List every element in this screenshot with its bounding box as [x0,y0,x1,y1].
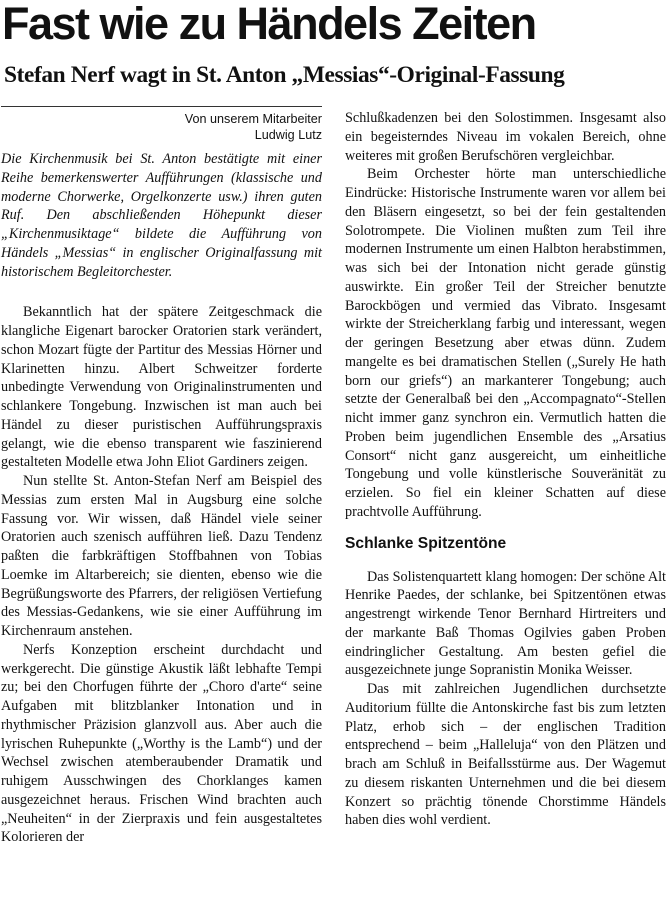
subheadline: Stefan Nerf wagt in St. Anton „Messias“-Original-Fassung [4,62,565,88]
body-paragraph: Das Solistenquartett klang homogen: Der schöne Alt Henrike Paedes, der schlanke, bei Spitzentönen etwas angestrengt wirkende Tenor Bernhard Hirtreiters und der markante Baß Thomas Ogilvies gaben Proben eindringlicher Gestaltung. Am besten gefiel die ausgezeichnete junge Sopranistin Monika Weisser. [345,568,666,679]
column-left [1,106,322,847]
body-paragraph: Bekanntlich hat der spätere Zeitgeschmack die klangliche Eigenart barocker Oratorien stark verändert, schon Mozart fügte der Partitur des Messias Hörner und Klarinetten hinzu. Albert Schweitzer forderte unbedingte Verwendung von Originalinstrumenten und schlankere Tongebung. Inzwischen ist man auch bei Händel zu dieser puristischen Aufführungspraxis gelangt, wie die ebenso transparent wie faszinierend gestalteten Modelle etwa John Eliot Gardiners zeigen. [1,304,322,471]
byline-author: Ludwig Lutz [254,128,322,142]
body-paragraph-continued: Schlußkadenzen bei den Solostimmen. Insgesamt also ein begeisterndes Niveau im vokalen Bereich, ohne weiteres mit großen Berufschören vergleichbar. [345,110,666,164]
body-paragraph: Nun stellte St. Anton-Stefan Nerf am Beispiel des Messias zum ersten Mal in Augsburg eine solche Fassung vor. Wir wissen, daß Händel viele seiner Oratorien auch szenisch aufführen ließ. Dazu Tendenz paßten die farbkräftigen Stoffbahnen von Tobias Loemke im Altarbereich; sie dienten, ebenso wie die Begrüßungsworte des Pfarrers, der religiösen Vertiefung des Messias-Gedankens, wie sie einer Aufführung im Kirchenraum anstehen. [1,473,322,639]
body-paragraph: Beim Orchester hörte man unterschiedliche Eindrücke: Historische Instrumente waren vor allem bei den Bläsern eingesetzt, so bei der fein gestaltenden Solotrompete. Die Violinen mußten zum Teil ihre modernen Instrumente um einen Halbton herabstimmen, was sich bei der Intonation nicht gerade günstig auswirkte. Ein großer Teil der Streicher benutzte Barockbögen und vermied das Vibrato. Insgesamt wirkte der Streicherklang farbig und interessant, wegen der geringen Besetzung aber etwas dünn. Zudem mangelte es bei dramatischen Stellen („Surely He hath born our griefs“) an markanterer Tongebung; auch setzte der Generalbaß bei den „Accompagnato“-Stellen nicht immer ganz synchron ein. Vermutlich hatten die Proben beim jugendlichen Ensemble des „Arsatius Consort“ nicht ganz ausgereicht, um einheitliche Tongebung und volle künstlerische Souveränität zu erzielen. So fiel ein kleiner Schatten auf diese prachtvolle Aufführung. [345,166,666,520]
byline-rule [1,106,322,107]
column-right [345,109,666,830]
headline: Fast wie zu Händels Zeiten [2,0,536,49]
lead-paragraph: Die Kirchenmusik bei St. Anton bestätigte mit einer Reihe bemerkenswerter Aufführungen (klassische und moderne Chorwerke, Orgelkonzerte usw.) ihren guten Ruf. Den abschließenden Höhepunkt dieser „Kirchenmusiktage“ bildete die Aufführung von Händels „Messias“ in englischer Originalfassung mit historischem Begleitorchester. [1,151,322,280]
body-paragraph: Das mit zahlreichen Jugendlichen durchsetzte Auditorium füllte die Antonskirche fast bis zum letzten Platz, erhob sich – der englischen Tradition entsprechend – beim „Halleluja“ von den Plätzen und brach am Schluß in Beifallsstürme aus. Der Wagemut zu diesem riskanten Unternehmen und die bei diesem Konzert so prächtig tönende Chorstimme Händels haben dies wohl verdient. [345,681,666,829]
section-subhead: Schlanke Spitzentöne [345,534,507,552]
body-paragraph: Nerfs Konzeption erscheint durchdacht und werkgerecht. Die günstige Akustik läßt lebhafte Tempi zu; bei den Chorfugen führte der „Choro d'arte“ seine Aufgaben mit blitzblanker Intonation und in rhythmischer Präzision glanzvoll aus. Aber auch die lyrischen Ruhepunkte („Worthy is the Lamb“) und der Wechsel zwischen atemberaubender Dramatik und ruhigem Ausschwingen des Chorklanges kamen ausgezeichnet heraus. Frischen Wind brachten auch „Neuheiten“ in der Zierpraxis und fein ausgestaltetes Kolorieren der [1,641,322,846]
byline-label: Von unserem Mitarbeiter [184,112,322,126]
